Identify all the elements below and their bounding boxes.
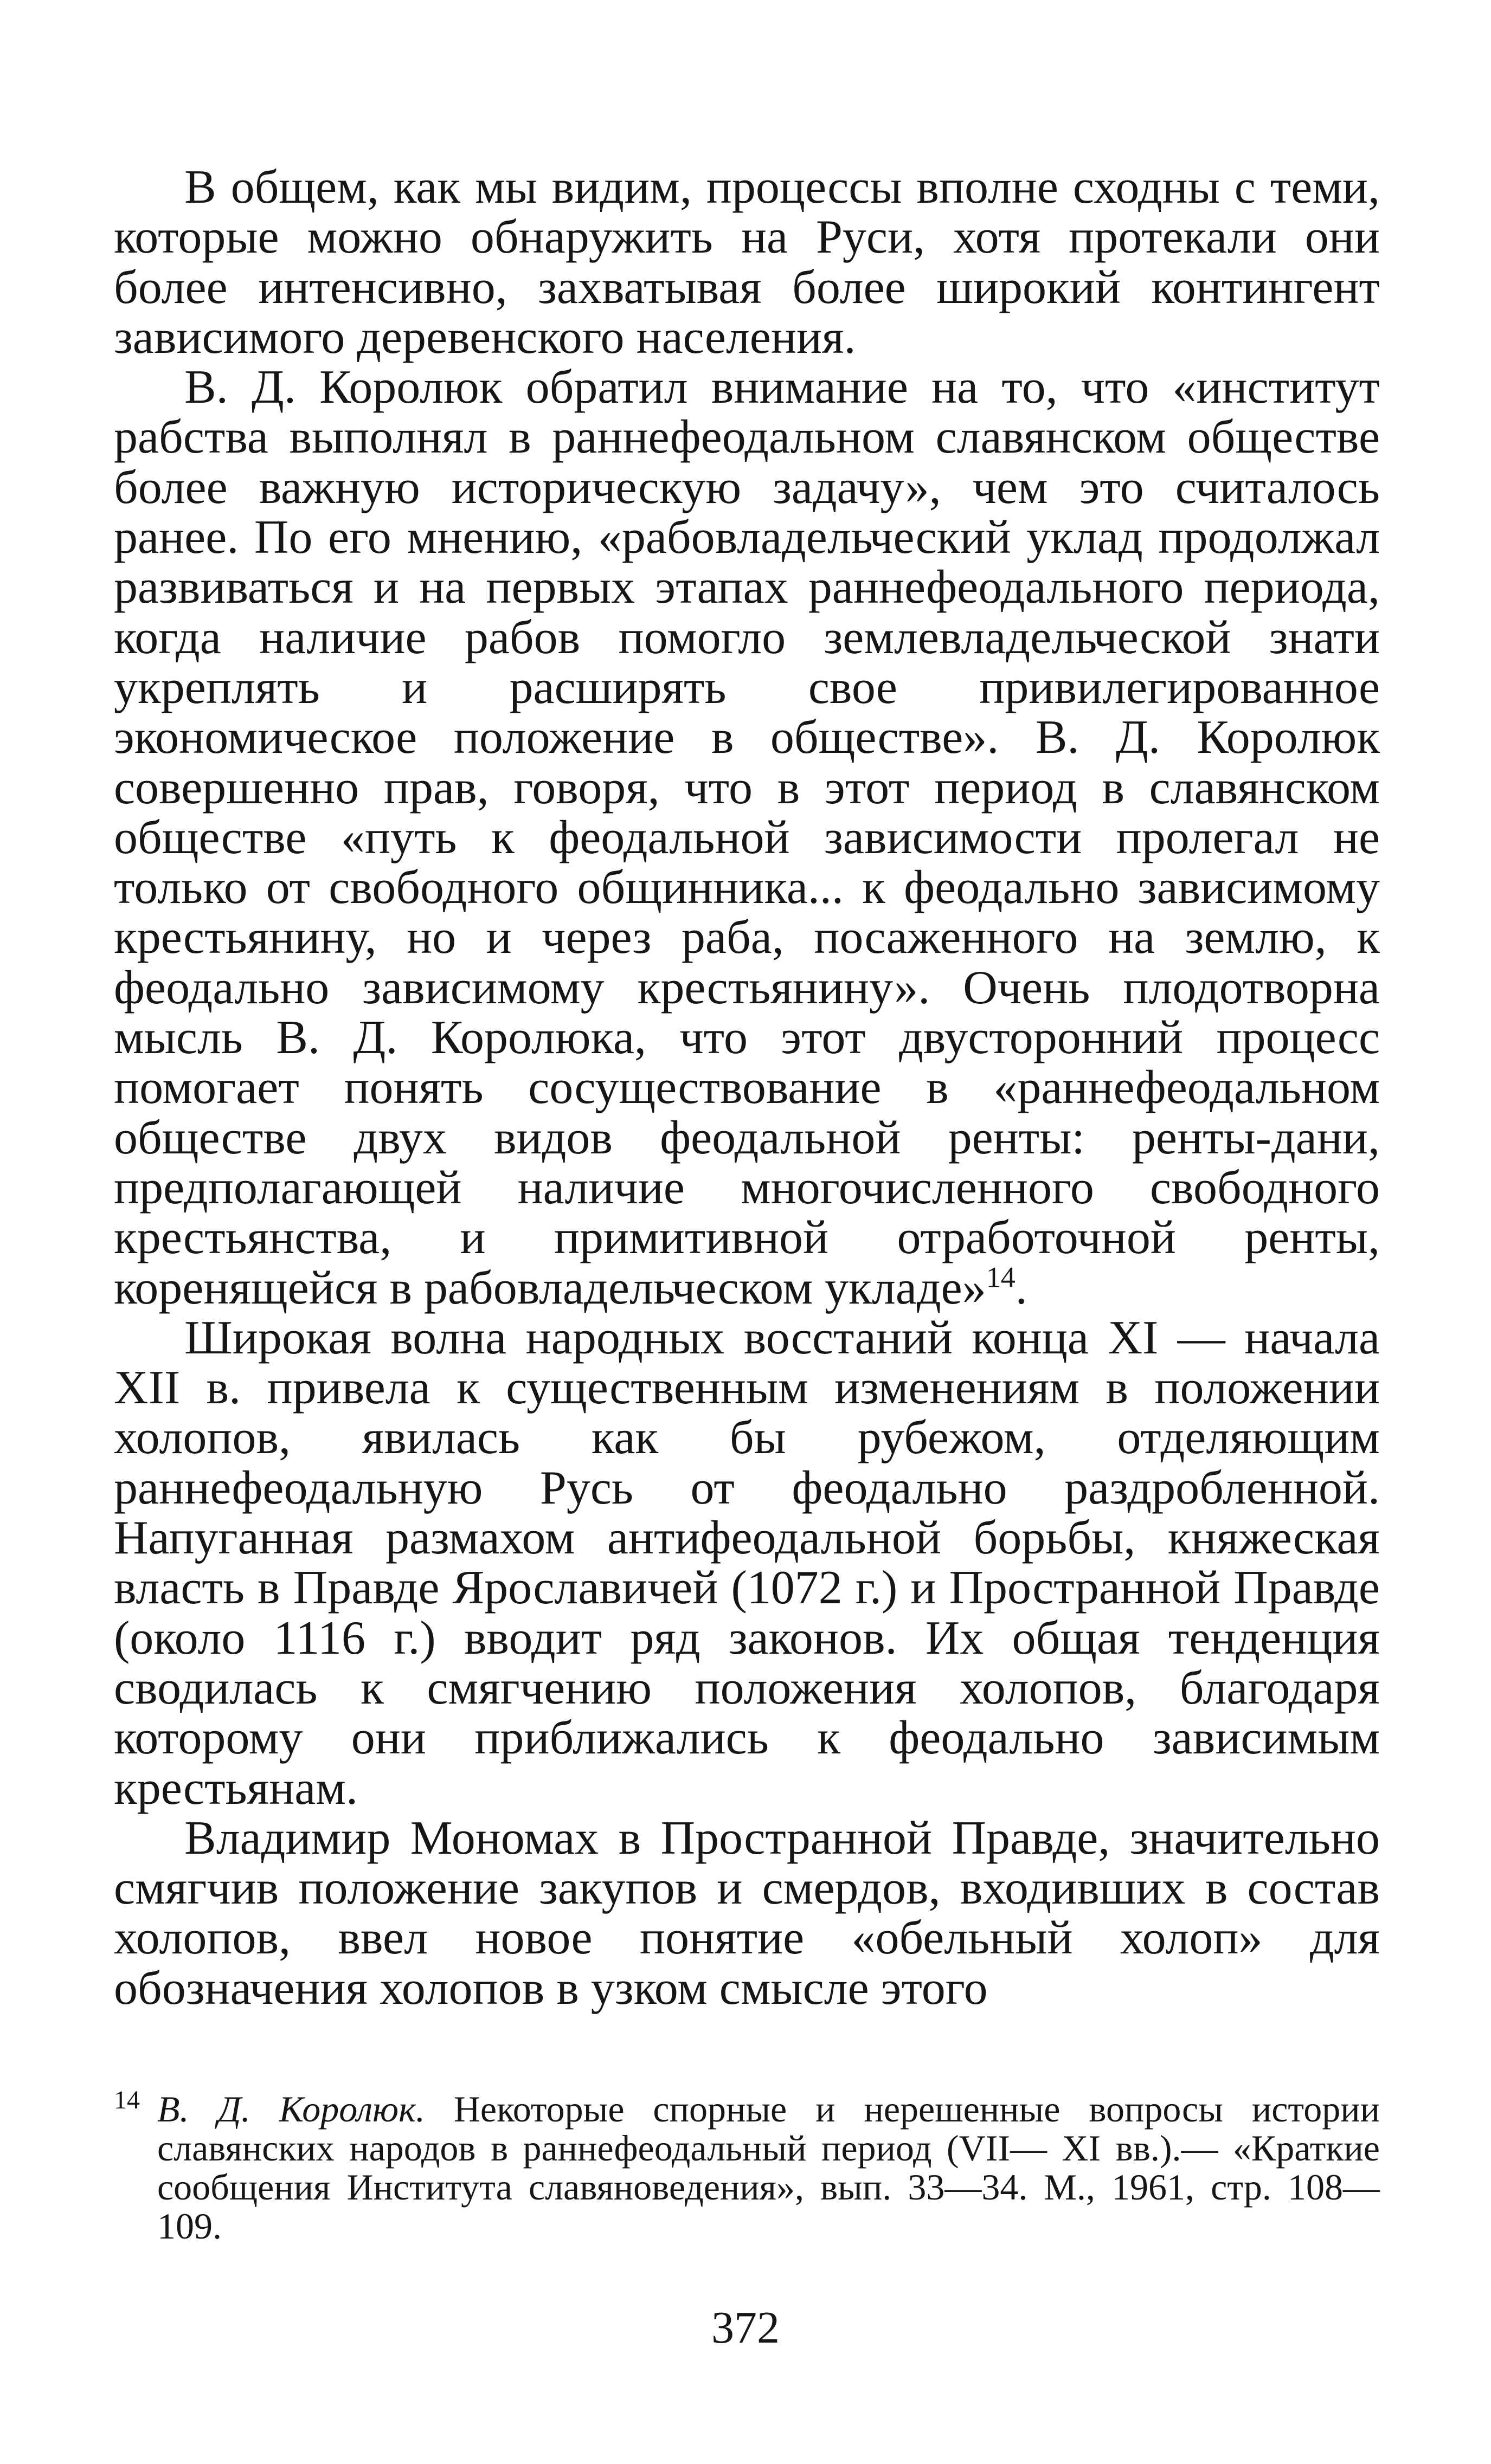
page-number: 372 [711, 2302, 780, 2353]
footnote: 14 В. Д. Королюк. Некоторые спорные и нерешенные вопросы истории славянских народов в раннефеодальный период (VII— XI вв.).— «Краткие сообщения Института славяноведения», вып. 33—34. М., 1961, стр. 108—109. [114, 2086, 1380, 2247]
main-text [114, 163, 1380, 2014]
paragraph-3-text: Широкая волна народных восстаний конца XI — начала XII в. привела к существенным изменениям в положении холопов, явилась как бы рубежом, отделяющим раннефеодальную Русь от феодально раздробленной. Напуганная размахом антифеодальной борьбы, княжеская власть в Правде Ярославичей (1072 г.) и Пространной Правде (около 1116 г.) вводит ряд законов. Их общая тенденция сводилась к смягчению положения холопов, благодаря которому они приближались к феодально зависимым крестьянам. [114, 1311, 1380, 1815]
footnote-text: Некоторые спорные и нерешенные вопросы истории славянских народов в раннефеодальный период (VII— XI вв.).— «Краткие сообщения Института славяноведения», вып. 33—34. М., 1961, стр. 108—109. [157, 2088, 1380, 2247]
paragraph-3 [114, 1313, 1380, 1814]
paragraph-4 [114, 1811, 1380, 2015]
footnote-author: В. Д. Королюк. [157, 2088, 425, 2130]
paragraph-1 [114, 163, 1380, 363]
footnote-reference[interactable]: 14 [986, 1261, 1016, 1294]
paragraph-4-text: Владимир Мономах в Пространной Правде, значительно смягчив положение закупов и смердов, входивших в состав холопов, ввел новое понятие «обельный холоп» для обозначения холопов в узком смысле этого [114, 1811, 1380, 2015]
paragraph-2-text: В. Д. Королюк обратил внимание на то, что «институт рабства выполнял в раннефеодальном славянском обществе более важную историческую задачу», чем это считалось ранее. По его мнению, «рабовладельческий уклад продолжал развиваться и на первых этапах раннефеодального периода, когда наличие рабов помогло землевладельческой знати укреплять и расширять свое привилегированное экономическое положение в обществе». В. Д. Королюк совершенно прав, говоря, что в этот период в славянском обществе «путь к феодальной зависимости пролегал не только от свободного общинника... к феодально зависимому крестьянину, но и через раба, посаженного на землю, к феодально зависимому крестьянину». Очень плодотворна мысль В. Д. Королюка, что этот двусторонний процесс помогает понять сосуществование в «раннефеодальном обществе двух видов феодальной ренты: ренты-дани, предполагающей наличие многочисленного свободного крестьянства, и примитивной отработочной ренты, коренящейся в рабовладельческом укладе» [114, 361, 1380, 1314]
paragraph-2 [114, 363, 1380, 1313]
paragraph-1-text: В общем, как мы видим, процессы вполне сходны с теми, которые можно обнаружить на Руси, хотя протекали они более интенсивно, захватывая более широкий контингент зависимого деревенского населения. [114, 161, 1380, 364]
paragraph-2-tail: . [1015, 1261, 1027, 1314]
